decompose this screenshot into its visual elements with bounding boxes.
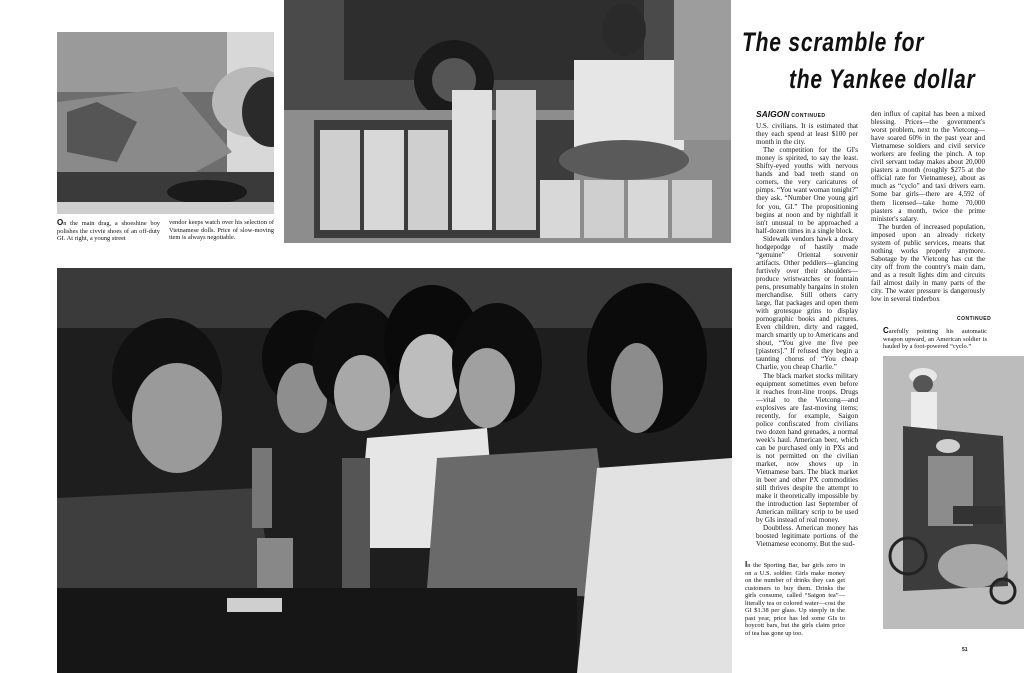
page-number: 51	[962, 647, 968, 653]
caption-text: arefully pointing his automatic weapon upward, an American soldier is hauled by a foot-powered “cyclo.”	[883, 328, 987, 351]
caption-drop-cap: O	[57, 218, 64, 227]
paragraph: den influx of capital has been a mixed blessing. Prices—the government's worst problem, next to the Vietcong—have soared 60% in the past year and Vietnamese soldiers and civil service workers are feeling the pinch. A top civil servant today makes about 20,000 piasters a month (roughly $275 at the official rate for Vietnamese), about as much as “cyclo” and taxi drivers earn. Some bar girls—there are 4,592 of them licensed—take home 70,000 piasters a month, twice the prime minister's salary.	[871, 110, 985, 223]
article-column-2	[871, 110, 985, 303]
paragraph: U.S. civilians. It is estimated that they each spend at least $100 per month in the city.	[756, 122, 858, 147]
paragraph: Sidewalk vendors hawk a dreary hodgepodge of hastily made “genuine” Oriental souvenir artifacts. Other peddlers—glancing furtively over their shoulders—produce wristwatches or fountain pens, presumably bargains in stolen merchandise. Still others carry large, flat packages and open them with grotesque grins to display pornographic books and pictures. Even children, dirty and ragged, march smartly up to Americans and shout, “You give me five pee [piasters].” If refused they begin a taunting chorus of “You cheap Charlie, you cheap Charlie.”	[756, 234, 858, 372]
caption-text: n the main drag, a shoeshine boy polishes the civvie shoes of an off-duty GI. At right, a young street	[57, 220, 160, 243]
paragraph: The black market stocks military equipment sometimes even before it reaches front-line troops. Drugs—vital to the Vietcong—and explosives are fast-moving items; recently, for example, Saigon police confiscated from civilians two dozen hand grenades, a normal week's haul. American beer, which can be purchased only in PXs and is not permitted on the civilian market, now shows up in Vietnamese bars. The black market in beer and other PX commodities still thrives despite the attempt to make it theoretically impossible by the introduction last September of American military scrip to be used by GIs instead of real money.	[756, 371, 858, 525]
headline-line2: the Yankee dollar	[789, 64, 976, 94]
top-caption-col2	[169, 219, 274, 242]
cyclo-caption	[883, 327, 987, 351]
article-column-1	[756, 110, 858, 549]
dateline	[756, 110, 858, 120]
dateline-continued: CONTINUED	[791, 113, 826, 119]
caption-text: n the Sporting Bar, bar girls zero in on a U.S. soldier. Girls make money on the number of drinks they can get customers to buy them. Drinks the girls consume, called “Saigon tea”—literally tea or colored water—cost the GI $1.38 per glass. Up steeply in the past year, price has led some GIs to boycott bars, but the girls claim price of tea has gone up too.	[745, 562, 845, 637]
bar-caption	[745, 561, 845, 637]
cyclo-photo	[883, 356, 1024, 629]
top-caption-col1	[57, 219, 160, 243]
continued-label: CONTINUED	[957, 316, 992, 322]
headline-line1: The scramble for	[742, 27, 925, 57]
caption-drop-cap: I	[745, 560, 748, 569]
shoeshine-photo	[57, 32, 274, 214]
doll-vendor-photo	[284, 0, 731, 243]
sporting-bar-photo	[57, 268, 732, 673]
caption-text: vendor keeps watch over his selection of Vietnamese dolls. Price of slow-moving item is always negotiable.	[169, 219, 274, 242]
paragraph: The competition for the GI's money is spirited, to say the least. Shifty-eyed youths with nervous hands and bad teeth stand on corners, the very caricatures of pimps. “You want woman tonight?” they ask. “Number One young girl for you, GI.” The propositioning begins at noon and by nightfall it isn't unusual to be approached a half-dozen times in a single block.	[756, 146, 858, 235]
caption-drop-cap: C	[883, 326, 889, 335]
dateline-place: SAIGON	[756, 109, 790, 119]
paragraph: Doubtless. American money has boosted legitimate portions of the Vietnamese economy. But the sud-	[756, 524, 858, 549]
paragraph: The burden of increased population, imposed upon an already rickety system of public services, means that nothing works properly anymore. Sabotage by the Vietcong has cut the city off from the country's main dam, and as a result lights dim and circuits fail almost daily in many parts of the city. The water pressure is dangerously low in several tinderbox	[871, 222, 985, 304]
